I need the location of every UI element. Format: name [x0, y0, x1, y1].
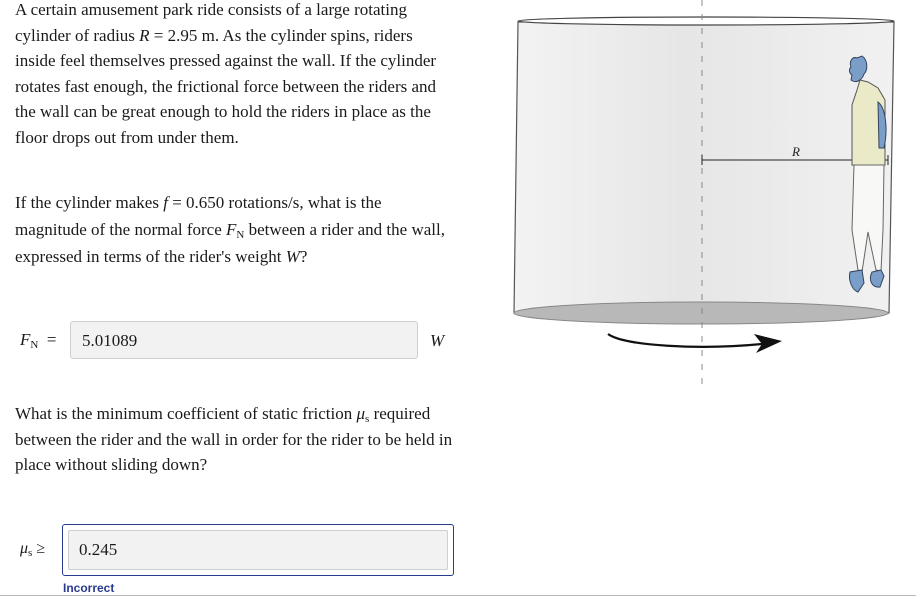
- friction-input-frame[interactable]: [62, 524, 454, 576]
- friction-input[interactable]: 0.245: [68, 530, 448, 570]
- question-friction: What is the minimum coefficient of static friction $\mu_s$ required between the rider and the wall in order for the rider to be held in place without sliding down?: [15, 404, 453, 474]
- rotation-arrow: [608, 334, 762, 347]
- normal-force-input[interactable]: 5.01089: [70, 321, 418, 359]
- cylinder-top-rim: [518, 17, 894, 25]
- problem-intro: A certain amusement park ride consists of a large rotating cylinder of radius R = 2.95 m. As the cylinder spins, riders inside feel themselves pressed against the wall. If the cylinder rotates fast enough, the frictional force between the riders and the wall can be great enough to hold the riders in place as the floor drops out from under them.: [15, 0, 437, 147]
- normal-force-label: $F_N$ =: [20, 330, 57, 351]
- radius-label: R: [792, 144, 800, 159]
- bottom-divider: [0, 595, 916, 596]
- question-normal-force: If the cylinder makes f = 0.650 rotations/s, what is the magnitude of the normal force $F_N$ between a rider and the wall, expressed in terms of the rider's weight W?: [15, 193, 445, 266]
- rotating-cylinder-figure: [500, 0, 916, 400]
- cylinder-floor: [514, 302, 888, 324]
- normal-force-answer-row: [20, 321, 460, 361]
- cylinder-wall: [514, 22, 894, 313]
- friction-label: $\mu_s$ ≥: [20, 540, 46, 559]
- normal-force-unit: W: [430, 331, 445, 350]
- friction-answer-row: [20, 524, 460, 584]
- feedback-status: Incorrect: [63, 581, 115, 595]
